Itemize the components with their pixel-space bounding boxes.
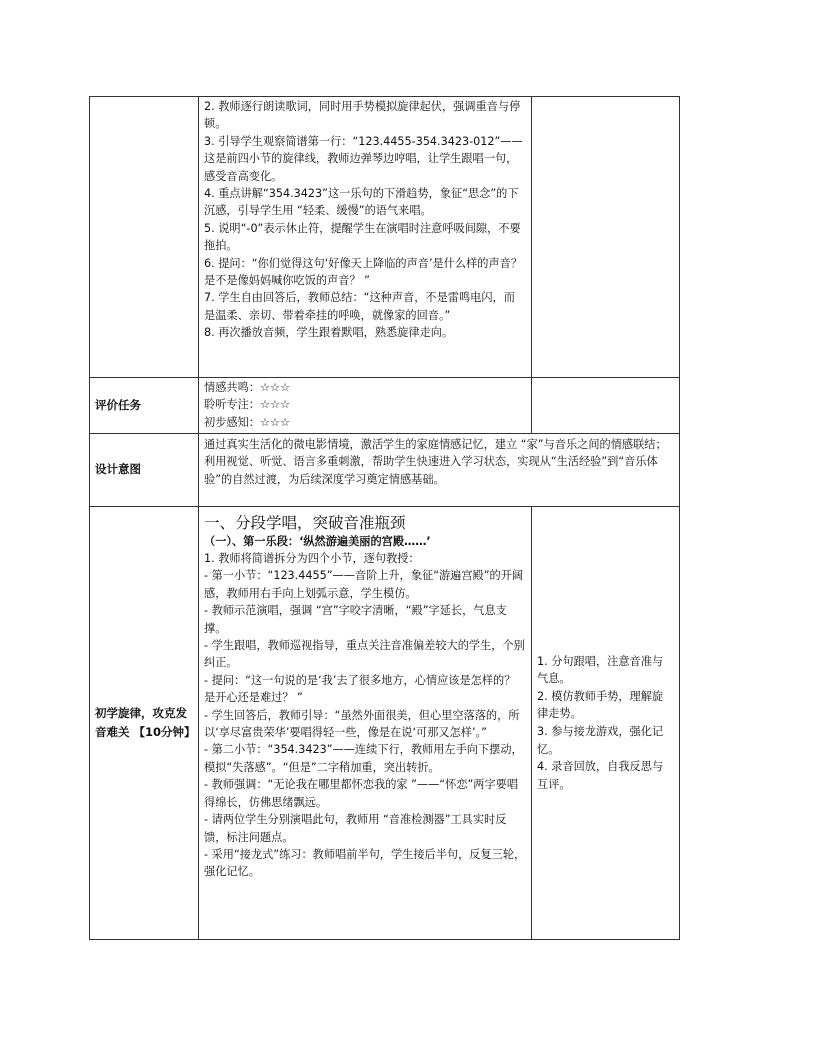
student-activity: 2. 模仿教师手势，理解旋律走势。 <box>537 689 664 721</box>
teaching-step: 3. 引导学生观察简谱第一行：“123.4455-354.3423-012”——这是前四小节的旋律线，教师边弹琴边哼唱，让学生跟唱一句，感受音高变化。 <box>204 134 523 183</box>
evaluation-item: 情感共鸣：☆☆☆ <box>204 381 291 394</box>
stage-line: - 学生回答后，教师引导：“虽然外面很美，但心里空落落的，所以‘享尽富贵荣华’要唱得轻一些，像是在说‘可那又怎样’。” <box>204 708 520 740</box>
evaluation-label-cell <box>90 378 199 434</box>
design-text-cell <box>199 434 680 507</box>
stage-line: - 采用“接龙式”练习：教师唱前半句，学生接后半句，反复三轮，强化记忆。 <box>204 847 526 879</box>
stage-line: 1. 教师将简谱拆分为四个小节，逐句教授： <box>204 552 420 565</box>
stage-line: - 教师示范演唱，强调 “宫”字咬字清晰，“殿”字延长，气息支撑。 <box>204 604 507 635</box>
stage-label: 初学旋律，攻克发音难关 【10分钟】 <box>95 706 196 739</box>
stage-line: - 教师强调：“无论我在哪里都怀恋我的家 ”——“怀恋”两字要唱得绵长，仿佛思绪飘远。 <box>204 778 519 809</box>
teaching-step: 4. 重点讲解“354.3423”这一乐句的下滑趋势，象征“思念”的下沉感，引导学生用 “轻柔、缓慢”的语气来唱。 <box>204 187 519 218</box>
design-label-cell <box>90 434 199 507</box>
student-activity: 4. 录音回放，自我反思与互评。 <box>537 760 664 791</box>
teaching-step: 7. 学生自由回答后，教师总结：“这种声音，不是雷鸣电闪，而是温柔、亲切、带着牵挂的呼唤，就像家的回音。” <box>204 291 515 322</box>
design-text: 通过真实生活化的微电影情境，激活学生的家庭情感记忆，建立 “家”与音乐之间的情感联结；利用视觉、听觉、语言多重刺激，帮助学生快速进入学习状态，实现从“生活经验”到“音乐体验”的自然过渡，为后续深度学习奠定情感基础。 <box>204 438 667 486</box>
evaluation-label: 评价任务 <box>95 397 141 412</box>
stage-line: - 提问：“这一句说的是‘我’去了很多地方，心情应该是怎样的？是开心还是难过？ ” <box>204 673 516 705</box>
teaching-steps-cell <box>199 97 532 378</box>
student-activity-empty <box>532 97 680 378</box>
student-activity: 1. 分句跟唱，注意音准与气息。 <box>537 654 664 686</box>
teaching-step: 6. 提问：“你们觉得这句‘好像天上降临的声音’是什么样的声音？是不是像妈妈喊你吃饭的声音？ ” <box>204 256 523 288</box>
evaluation-items-cell <box>199 378 532 434</box>
stage-line: - 第二小节：“354.3423”——连续下行，教师用左手向下摆动，模拟“失落感”。“但是”二字稍加重，突出转折。 <box>204 743 523 774</box>
row-label-empty <box>90 97 199 378</box>
evaluation-row <box>90 378 680 434</box>
design-row <box>90 434 680 507</box>
stage-row <box>90 507 680 940</box>
teaching-step: 5. 说明“-0”表示休止符，提醒学生在演唱时注意呼吸间隙，不要拖拍。 <box>204 221 521 253</box>
stage-line: - 学生跟唱，教师巡视指导，重点关注音准偏差较大的学生，个别纠正。 <box>204 639 525 670</box>
design-label: 设计意图 <box>95 462 141 477</box>
section-title: 一、分段学唱，突破音准瓶颈 <box>204 514 406 532</box>
student-activity: 3. 参与接龙游戏，强化记忆。 <box>537 725 664 756</box>
stage-label-cell <box>90 507 199 940</box>
stage-line: - 第一小节：“123.4455”——音阶上升，象征“游遍宫殿”的开阔感，教师用右手向上划弧示意，学生模仿。 <box>204 569 524 600</box>
stage-line: - 请两位学生分别演唱此句，教师用 “音准检测器”工具实时反馈，标注问题点。 <box>204 813 507 844</box>
teaching-step: 8. 再次播放音频，学生跟着默唱，熟悉旋律走向。 <box>204 326 454 340</box>
evaluation-item: 初步感知：☆☆☆ <box>204 415 291 429</box>
sub-title: （一）、第一乐段：‘纵然游遍美丽的宫殿……’ <box>204 535 431 548</box>
lesson-plan-table <box>89 96 680 940</box>
teaching-steps-row <box>90 97 680 378</box>
evaluation-empty <box>532 378 680 434</box>
evaluation-item: 聆听专注：☆☆☆ <box>204 398 291 412</box>
teaching-step: 2. 教师逐行朗读歌词，同时用手势模拟旋律起伏，强调重音与停顿。 <box>204 100 521 131</box>
student-activities-cell <box>532 507 680 940</box>
stage-content-cell <box>199 507 532 940</box>
